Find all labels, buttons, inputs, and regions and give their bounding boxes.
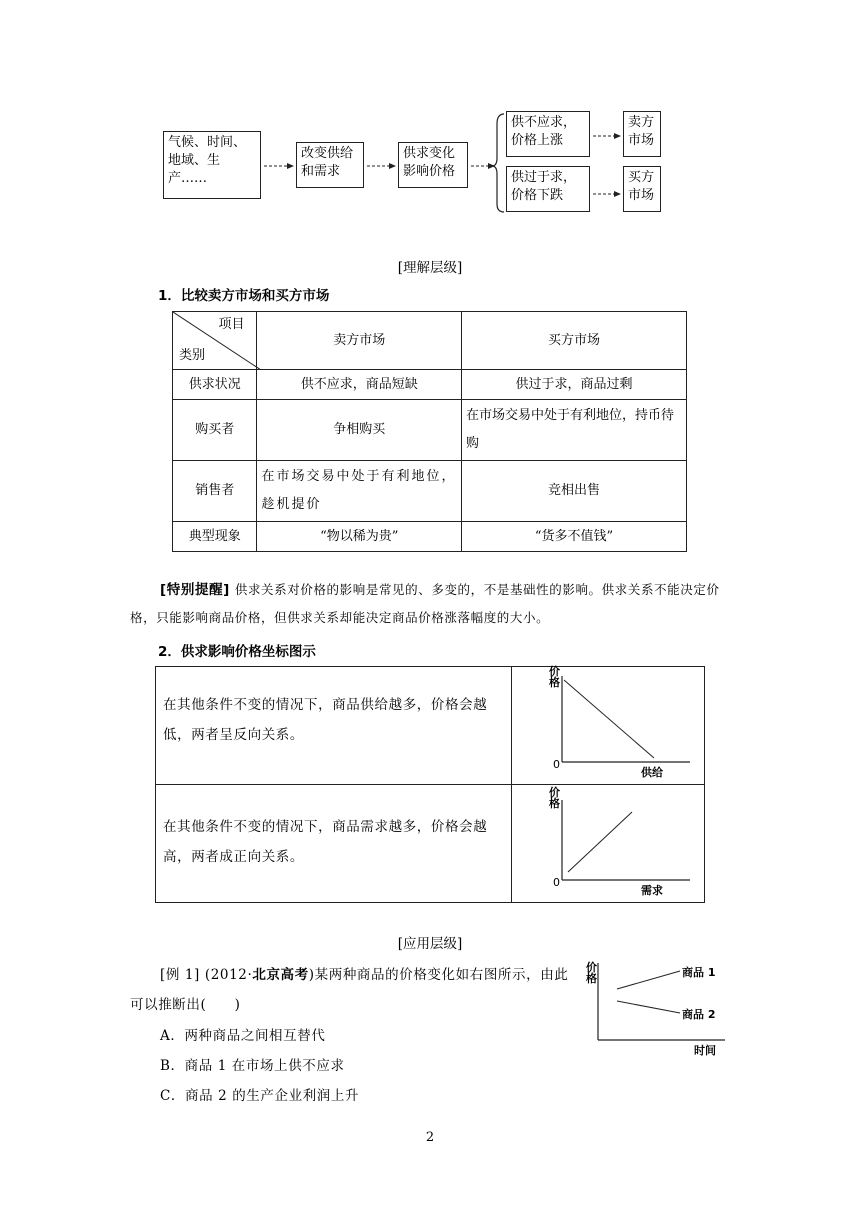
example-source-bold: 北京高考	[252, 967, 309, 983]
table-cell: “货多不值钱”	[462, 522, 687, 552]
table-corner-cell	[173, 312, 257, 370]
flow-case2-text: 供过于求，价格下跌	[511, 170, 577, 203]
table-row-label: 典型现象	[173, 522, 257, 552]
table-row-label: 销售者	[173, 461, 257, 522]
table-cell: 供不应求，商品短缺	[257, 370, 462, 400]
flow-case1-text: 供不应求，价格上涨	[511, 115, 577, 148]
section2-title: 2．供求影响价格坐标图示	[158, 644, 316, 660]
graph2-origin: 0	[553, 876, 560, 889]
graph1-xlabel: 供给	[641, 766, 663, 779]
table-cell: 供过于求，商品过剩	[462, 370, 687, 400]
example-chart-xlabel: 时间	[694, 1044, 716, 1057]
example-chart-ylabel: 价格	[586, 961, 597, 985]
legend-product2: 商品 2	[682, 1008, 716, 1021]
example-question	[130, 960, 578, 1020]
section1-title: 1．比较卖方市场和买方市场	[158, 288, 330, 304]
brace	[492, 114, 504, 212]
graph-table-vline	[511, 666, 512, 903]
flow-effect-text: 供求变化影响价格	[403, 146, 456, 179]
graph1-text: 在其他条件不变的情况下，商品供给越多，价格会越低，两者呈反向关系。	[163, 697, 488, 743]
page-number: 2	[425, 1130, 435, 1145]
graph2-text: 在其他条件不变的情况下，商品需求越多，价格会越高，两者成正向关系。	[163, 819, 488, 865]
flow-arrows	[0, 0, 860, 230]
flow-factors-text: 气候、时间、地域、生产……	[168, 135, 247, 186]
graph1-origin: 0	[553, 758, 560, 771]
option-a: A．两种商品之间相互替代	[160, 1028, 326, 1044]
comparison-table	[172, 311, 687, 552]
table-cell: 在市场交易中处于有利地位，持币待购	[462, 400, 687, 461]
corner-bottom-label: 类别	[179, 348, 206, 363]
supply-graph	[540, 666, 700, 782]
tip-paragraph	[130, 576, 730, 632]
graph2-xlabel: 需求	[641, 884, 663, 897]
demand-graph	[540, 786, 700, 902]
flow-change-text: 改变供给和需求	[301, 146, 354, 179]
graph-table-hline	[155, 784, 705, 785]
demand-curve	[568, 812, 632, 872]
table-cell: 竞相出售	[462, 461, 687, 522]
example-source-pre: (2012·	[204, 967, 253, 983]
table-cell: 争相购买	[257, 400, 462, 461]
tip-label: [特别提醒]	[160, 582, 230, 598]
table-row-label: 购买者	[173, 400, 257, 461]
option-b: B．商品 1 在市场上供不应求	[160, 1058, 345, 1074]
flow-result2-text: 买方市场	[628, 170, 655, 203]
graph2-ylabel: 价格	[549, 786, 560, 810]
table-header-seller: 卖方市场	[257, 312, 462, 370]
table-header-buyer: 买方市场	[462, 312, 687, 370]
series-line-product1	[617, 971, 680, 989]
table-cell: 在市场交易中处于有利地位，趁机提价	[257, 461, 462, 522]
supply-curve	[564, 680, 654, 758]
flow-result1-text: 卖方市场	[628, 115, 655, 148]
example-label: [例 1]	[160, 967, 200, 983]
tip-text: 供求关系对价格的影响是常见的、多变的，不是基础性的影响。供求关系不能决定价格，只能影响商品价格，但供求关系却能决定商品价格涨落幅度的大小。	[130, 582, 720, 625]
level-heading-understanding: [理解层级]	[397, 260, 463, 276]
table-cell: “物以稀为贵”	[257, 522, 462, 552]
option-c: C．商品 2 的生产企业利润上升	[160, 1088, 360, 1104]
series-line-product2	[617, 1001, 680, 1013]
example-source-post: )某两种商品的价格变化如右图所示，由此可以推断出( )	[130, 967, 569, 1013]
table-row-label: 供求状况	[173, 370, 257, 400]
level-heading-application: [应用层级]	[397, 936, 463, 952]
corner-top-label: 项目	[218, 317, 245, 332]
legend-product1: 商品 1	[682, 966, 716, 979]
graph1-ylabel: 价格	[549, 665, 560, 689]
